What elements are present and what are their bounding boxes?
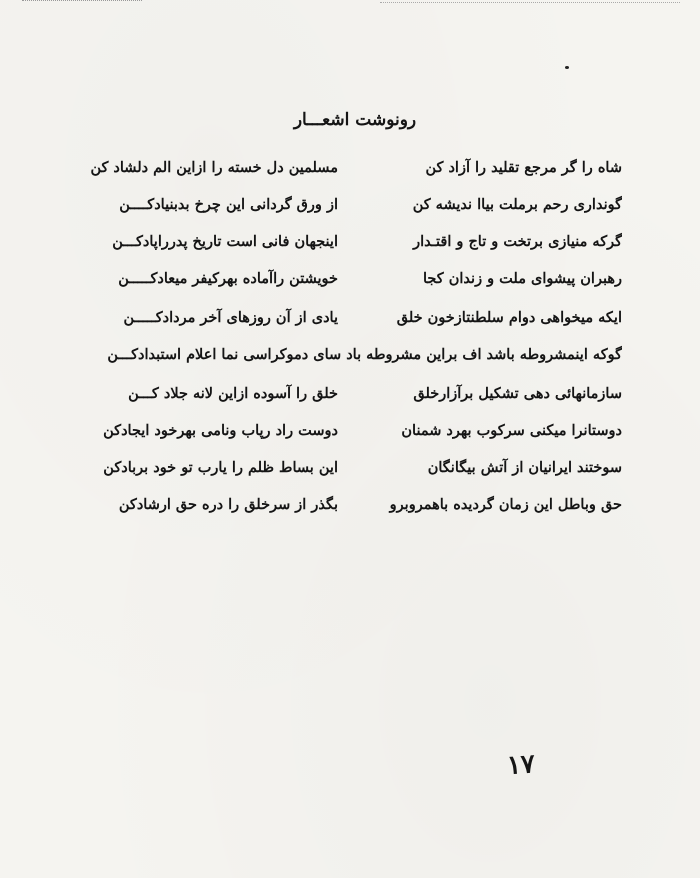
verse-left: این بساط ظلم را یارب تو خود بربادکن <box>103 459 338 476</box>
verse-left: یادی از آن روزهای آخر مردادکـــــن <box>123 309 338 326</box>
verse-right: ایکه میخواهی دوام سلطنتازخون خلق <box>396 309 622 326</box>
page-title: رونوشت اشعـــار <box>293 110 417 130</box>
verse-right: شاه را گر مرجع تقلید را آزاد کن <box>425 159 622 176</box>
verse-right: سازمانهائی دهی تشکیل برآزارخلق <box>413 385 622 402</box>
verse-left: بگذر از سرخلق را دره حق ارشادکن <box>118 496 338 513</box>
verse-right: دوستانرا میکنی سرکوب بهرد شمنان <box>401 422 622 439</box>
verse-right: رهبران پیشوای ملت و زندان کجا <box>423 270 622 287</box>
verse-left: خلق را آسوده ازاین لانه جلاد کـــن <box>128 385 338 402</box>
verse-right: گرکه منیازی برتخت و تاج و اقتـدار <box>413 233 622 250</box>
verse-right: سوختند ایرانیان از آتش بیگانگان <box>427 459 622 476</box>
verse-right: گونداری رحم برملت بیاا ندیشه کن <box>412 196 622 213</box>
verse-left: دوست راد رپاب ونامی بهرخود ایجادکن <box>103 422 338 439</box>
ink-speck <box>565 66 569 69</box>
scan-edge-mark <box>380 2 680 7</box>
verse-wide: گوکه اینمشروطه باشد اف براین مشروطه باد سای دموکراسی نما اعلام استبدادکـــن <box>107 346 622 363</box>
page-number: ۱۷ <box>506 749 536 781</box>
verse-left: خویشتن راآماده بهرکیفر میعادکـــــن <box>118 270 338 287</box>
scan-edge-mark <box>22 0 142 5</box>
verse-left: اینجهان فانی است تاریخ پدرراپادکـــن <box>112 233 338 250</box>
verse-right: حق وباطل این زمان گردیده باهمروبرو <box>389 496 622 513</box>
verse-left: از ورق گردانی این چرخ بدبنیادکــــن <box>119 196 338 213</box>
verse-left: مسلمین دل خسته را ازاین الم دلشاد کن <box>90 159 338 176</box>
